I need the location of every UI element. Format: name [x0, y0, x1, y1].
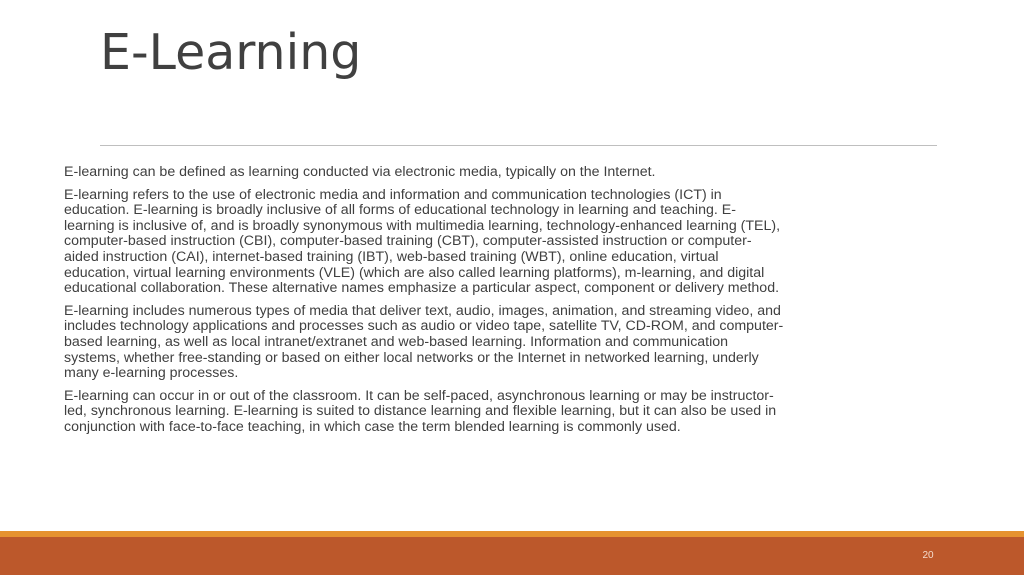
title-divider: [100, 145, 937, 146]
slide-body: [64, 165, 784, 443]
page-number: 20: [922, 550, 934, 561]
body-paragraph-definition: E-learning can be defined as learning conducted via electronic media, typically on the Internet.: [64, 164, 656, 180]
body-paragraph-media: E-learning includes numerous types of media that deliver text, audio, images, animation, and streaming video, and includes technology applications and processes such as audio or video tape, satellite TV, CD-ROM, and computer-based learning, as well as local intranet/extranet and web-based learning. Information and communication systems, whether free-standing or based on either local networks or the Internet in networked learning, underly many e-learning processes.: [64, 302, 784, 382]
slide-title: E-Learning: [100, 24, 362, 81]
footer-bar: [0, 537, 1024, 575]
body-paragraph-classroom: E-learning can occur in or out of the classroom. It can be self-paced, asynchronous learning or may be instructor-led, synchronous learning. E-learning is suited to distance learning and flexible learning, but it can also be used in conjunction with face-to-face teaching, in which case the term blended learning is commonly used.: [64, 387, 777, 435]
body-paragraph-ict: E-learning refers to the use of electronic media and information and communication technologies (ICT) in education. E-learning is broadly inclusive of all forms of educational technology in learning and teaching. E-learning is inclusive of, and is broadly synonymous with multimedia learning, technology-enhanced learning (TEL), computer-based instruction (CBI), computer-based training (CBT), computer-assisted instruction or computer-aided instruction (CAI), internet-based training (IBT), web-based training (WBT), online education, virtual education, virtual learning environments (VLE) (which are also called learning platforms), m-learning, and digital educational collaboration. These alternative names emphasize a particular aspect, component or delivery method.: [64, 186, 781, 297]
